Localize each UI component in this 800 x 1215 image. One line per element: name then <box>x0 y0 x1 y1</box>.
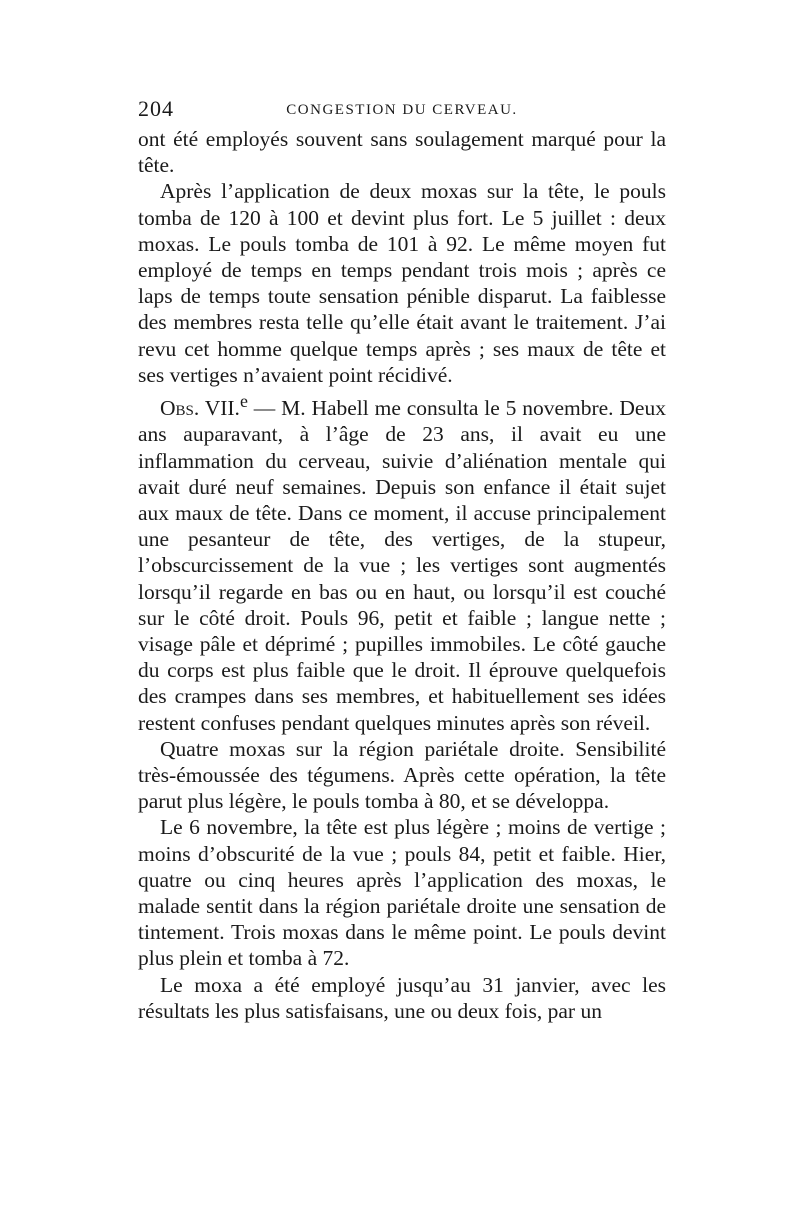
observation-ordinal: e <box>239 391 248 412</box>
page-header <box>138 96 666 122</box>
paragraph-1: ont été employés souvent sans soulagement marqué pour la tête. <box>138 127 666 178</box>
running-head: CONGESTION DU CERVEAU. <box>286 102 518 118</box>
paragraph-4: Quatre moxas sur la région pariétale droite. Sensibilité très-émoussée des tégumens. Après cette opération, la tête parut plus légère, le pouls tomba à 80, et se développa. <box>138 736 666 814</box>
paragraph-6: Le moxa a été employé jusqu’au 31 janvier, avec les résultats les plus satisfaisans, une ou deux fois, par un <box>138 972 666 1023</box>
observation-label: Obs. VII. <box>160 396 240 421</box>
page-number: 204 <box>138 96 174 121</box>
body-text <box>138 126 666 1024</box>
observation-text: — M. Habell me consulta le 5 novembre. Deux ans auparavant, à l’âge de 23 ans, il avait eu une inflammation du cerveau, suivie d’aliénation mentale qui avait duré neuf semaines. Depuis son enfance il était sujet aux maux de tête. Dans ce moment, il accuse principalement une pesanteur de tête, des vertiges, de la stupeur, l’obscurcissement de la vue ; les vertiges sont augmentés lorsqu’il regarde en bas ou en haut, ou lorsqu’il est couché sur le côté droit. Pouls 96, petit et faible ; langue nette ; visage pâle et déprimé ; pupilles immobiles. Le côté gauche du corps est plus faible que le droit. Il éprouve quelquefois des crampes dans ses membres, et habituellement ses idées restent confuses pendant quelques minutes après son réveil. <box>138 396 666 735</box>
paragraph-5: Le 6 novembre, la tête est plus légère ; moins de vertige ; moins d’obscurité de la vue ; pouls 84, petit et faible. Hier, quatre ou cinq heures après l’application des moxas, le malade sentit dans la région pariétale droite une sensation de tintement. Trois moxas dans le même point. Le pouls devint plus plein et tomba à 72. <box>138 815 666 971</box>
paragraph-observation-7 <box>138 388 666 736</box>
paragraph-2: Après l’application de deux moxas sur la tête, le pouls tomba de 120 à 100 et devint plus fort. Le 5 juillet : deux moxas. Le pouls tomba de 101 à 92. Le même moyen fut employé de temps en temps pendant trois mois ; après ce laps de temps toute sensation pénible disparut. La faiblesse des membres resta telle qu’elle était avant le traitement. J’ai revu cet homme quelque temps après ; ses maux de tête et ses vertiges n’avaient point récidivé. <box>138 179 666 387</box>
